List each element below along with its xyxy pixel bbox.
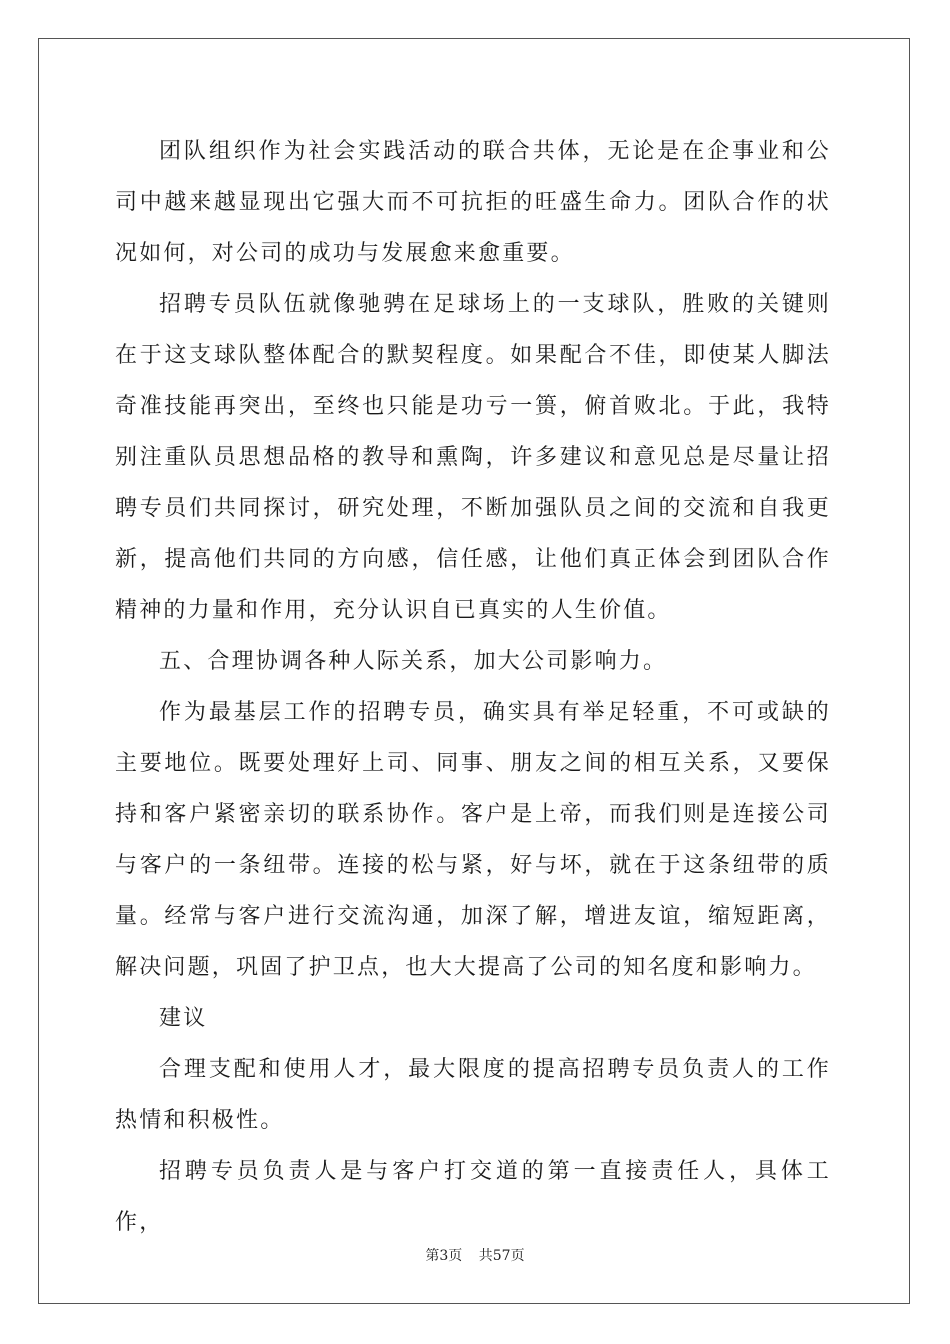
paragraph-recruiting-team: 招聘专员队伍就像驰骋在足球场上的一支球队，胜败的关键则在于这支球队整体配合的默契程度。如果配合不佳，即使某人脚法奇准技能再突出，至终也只能是功亏一篑，俯首败北。于此，我特别注重队员思想品格的教导和熏陶，许多建议和意见总是尽量让招聘专员们共同探讨，研究处理，不断加强队员之间的交流和自我更新，提高他们共同的方向感，信任感，让他们真正体会到团队合作精神的力量和作用，充分认识自已真实的人生价值。 (115, 292, 831, 623)
page-number: 第3页 (425, 1248, 463, 1264)
page-footer (0, 1245, 950, 1265)
paragraph-talent-usage: 合理支配和使用人才，最大限度的提高招聘专员负责人的工作热情和积极性。 (115, 1057, 831, 1133)
section-heading-relationships: 五、合理协调各种人际关系，加大公司影响力。 (159, 649, 668, 674)
paragraph-team-organization: 团队组织作为社会实践活动的联合共体，无论是在企事业和公司中越来越显现出它强大而不可抗拒的旺盛生命力。团队合作的状况如何，对公司的成功与发展愈来愈重要。 (115, 139, 831, 266)
paragraph-customer-relations: 作为最基层工作的招聘专员，确实具有举足轻重，不可或缺的主要地位。既要处理好上司、同事、朋友之间的相互关系，又要保持和客户紧密亲切的联系协作。客户是上帝，而我们则是连接公司与客户的一条纽带。连接的松与紧，好与坏，就在于这条纽带的质量。经常与客户进行交流沟通，加深了解，增进友谊，缩短距离，解决问题，巩固了护卫点，也大大提高了公司的知名度和影响力。 (115, 700, 831, 980)
page-total: 共57页 (478, 1248, 525, 1264)
paragraph-responsible-person: 招聘专员负责人是与客户打交道的第一直接责任人，具体工作， (115, 1159, 831, 1235)
document-body (115, 126, 831, 1248)
section-heading-suggestions: 建议 (159, 1006, 208, 1031)
